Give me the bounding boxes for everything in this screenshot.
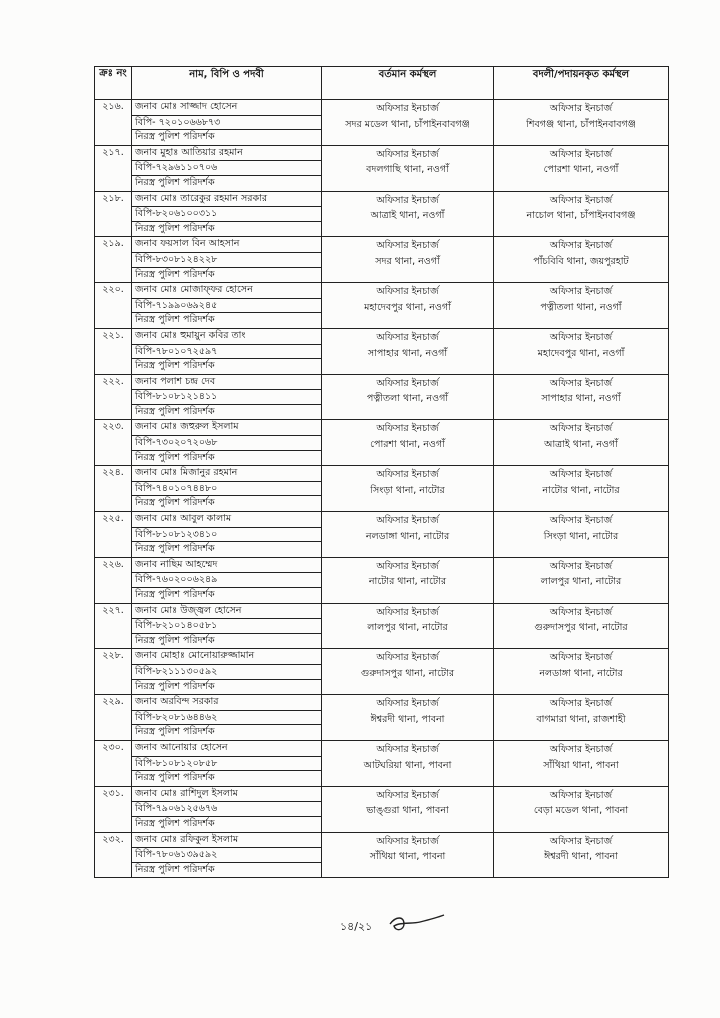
current-station: ঈশ্বরদী থানা, পাবনা xyxy=(370,713,445,725)
officer-rank: নিরস্ত্র পুলিশ পরিদর্শক xyxy=(135,589,215,600)
table-row xyxy=(95,786,669,832)
serial-cell: ২২২. xyxy=(95,374,132,420)
transfer-station: সাপাহার থানা, নওগাঁ xyxy=(541,393,621,405)
transfer-post-cell xyxy=(494,374,669,420)
transfer-station: ঈশ্বরদী থানা, পাবনা xyxy=(544,851,618,863)
serial-cell: ২৩২. xyxy=(95,832,132,878)
current-designation: অফিসার ইনচার্জ xyxy=(376,652,439,664)
officer-name: জনাব মোঃ মোজাফ্ফর হোসেন xyxy=(135,284,253,296)
officer-rank: নিরস্ত্র পুলিশ পরিদর্শক xyxy=(135,131,215,143)
current-designation: অফিসার ইনচার্জ xyxy=(376,423,439,435)
transfer-table xyxy=(94,66,669,878)
officer-bp-number: বিপি-৭৬০২০০৬২৪৯ xyxy=(132,572,321,588)
transfer-designation: অফিসার ইনচার্জ xyxy=(549,515,613,527)
transfer-post-cell xyxy=(494,100,669,146)
officer-cell xyxy=(132,145,322,191)
current-post-cell xyxy=(322,603,494,649)
officer-name: জনাব মোঃ হুমায়ুন কবির তাং xyxy=(135,329,246,341)
transfer-station: লালপুর থানা, নাটোর xyxy=(540,576,622,588)
serial-cell: ২১৭. xyxy=(95,145,132,191)
current-designation: অফিসার ইনচার্জ xyxy=(376,148,439,160)
serial-cell: ২২৪. xyxy=(95,466,132,512)
table-header-row xyxy=(95,67,669,100)
table-row xyxy=(95,512,669,558)
current-post-cell xyxy=(322,740,494,786)
officer-rank: নিরস্ত্র পুলিশ পরিদর্শক xyxy=(135,817,215,829)
transfer-station: সিংড়া থানা, নাটোর xyxy=(543,530,619,542)
officer-cell xyxy=(132,191,322,237)
officer-bp-number: বিপি-৮২০৬১০০৩১১ xyxy=(132,206,321,222)
table-row xyxy=(95,557,669,603)
officer-name: জনাব নাছিম আহম্মেদ xyxy=(135,558,218,570)
current-station: মহাদেবপুর থানা, নওগাঁ xyxy=(364,301,451,313)
officer-name: জনাব আনোয়ার হোসেন xyxy=(135,741,228,753)
officer-bp-number: বিপি-৭৮০৬১৩৯৫৯২ xyxy=(132,847,321,863)
transfer-station: নাটোর থানা, নাটোর xyxy=(542,484,620,496)
current-designation: অফিসার ইনচার্জ xyxy=(376,240,439,252)
current-designation: অফিসার ইনচার্জ xyxy=(376,286,439,298)
current-designation: অফিসার ইনচার্জ xyxy=(376,194,439,206)
current-station: নাটোর থানা, নাটোর xyxy=(368,576,447,588)
current-post-cell xyxy=(322,283,494,329)
officer-cell xyxy=(132,237,322,283)
officer-cell xyxy=(132,557,322,603)
current-designation: অফিসার ইনচার্জ xyxy=(376,469,439,481)
serial-cell: ২২৮. xyxy=(95,649,132,695)
officer-cell xyxy=(132,603,322,649)
officer-name: জনাব পলাশ চন্দ্র দেব xyxy=(135,375,216,387)
transfer-designation: অফিসার ইনচার্জ xyxy=(549,469,613,481)
current-station: গুরুদাসপুর থানা, নাটোর xyxy=(360,667,455,679)
current-post-cell xyxy=(322,420,494,466)
officer-cell xyxy=(132,740,322,786)
transfer-post-cell xyxy=(494,512,669,558)
officer-name: জনাব মোঃ রাশিদুল ইসলাম xyxy=(135,787,238,799)
officer-name: জনাব ফয়সাল বিন আহসান xyxy=(135,238,240,250)
transfer-post-cell xyxy=(494,466,669,512)
officer-rank: নিরস্ত্র পুলিশ পরিদর্শক xyxy=(135,726,215,738)
officer-cell xyxy=(132,100,322,146)
officer-name: জনাব মোঃ জহুরুল ইসলাম xyxy=(135,421,239,433)
table-row xyxy=(95,649,669,695)
table-row xyxy=(95,832,669,878)
table-row xyxy=(95,283,669,329)
serial-cell: ২২৯. xyxy=(95,695,132,741)
officer-bp-number: বিপি-৭৩০২০৭২০৬৮ xyxy=(132,435,321,451)
current-post-cell xyxy=(322,695,494,741)
table-row xyxy=(95,145,669,191)
transfer-station: বাগমারা থানা, রাজশাহী xyxy=(536,713,626,725)
current-post-cell xyxy=(322,557,494,603)
current-post-cell xyxy=(322,786,494,832)
table-row xyxy=(95,374,669,420)
current-post-cell xyxy=(322,512,494,558)
transfer-designation: অফিসার ইনচার্জ xyxy=(549,698,613,710)
transfer-station: সাঁথিয়া থানা, পাবনা xyxy=(543,759,619,771)
serial-cell: ২২৭. xyxy=(95,603,132,649)
transfer-post-cell xyxy=(494,786,669,832)
table-row xyxy=(95,100,669,146)
current-station: লালপুর থানা, নাটোর xyxy=(367,622,448,634)
transfer-designation: অফিসার ইনচার্জ xyxy=(549,789,613,801)
transfer-station: নলডাঙ্গা থানা, নাটোর xyxy=(539,667,623,679)
officer-name: জনাব মোঃ উজ্জ্বল হোসেন xyxy=(135,604,242,616)
serial-cell: ২২৫. xyxy=(95,512,132,558)
serial-header: ক্রঃ নং xyxy=(95,67,132,100)
transfer-designation: অফিসার ইনচার্জ xyxy=(549,652,613,664)
transfer-station: পোরশা থানা, নওগাঁ xyxy=(543,164,619,176)
table-row xyxy=(95,695,669,741)
current-post-cell xyxy=(322,649,494,695)
transfer-post-cell xyxy=(494,557,669,603)
officer-bp-number: বিপি-৮১০৮১২৩৪১০ xyxy=(132,527,321,543)
page-footer xyxy=(0,914,720,938)
officer-bp-number: বিপি-৭২৯৬১১০৭০৬ xyxy=(132,160,321,176)
current-station: সদর থানা, নওগাঁ xyxy=(375,255,440,267)
current-designation: অফিসার ইনচার্জ xyxy=(376,743,439,755)
serial-cell: ২১৮. xyxy=(95,191,132,237)
transfer-post-cell xyxy=(494,328,669,374)
transfer-post-cell xyxy=(494,420,669,466)
officer-rank: নিরস্ত্র পুলিশ পরিদর্শক xyxy=(135,451,215,463)
current-post-cell xyxy=(322,832,494,878)
current-designation: অফিসার ইনচার্জ xyxy=(376,560,439,572)
officer-bp-number: বিপি-৭৮০১০৭২৫৯৭ xyxy=(132,344,321,360)
officer-cell xyxy=(132,832,322,878)
current-post-cell xyxy=(322,374,494,420)
table-row xyxy=(95,420,669,466)
officer-rank: নিরস্ত্র পুলিশ পরিদর্শক xyxy=(135,222,215,234)
transfer-post-cell xyxy=(494,283,669,329)
officer-bp-number: বিপি-৮১০৮১২১৪১১ xyxy=(132,389,321,405)
officer-bp-number: বিপি-৭১৯৯০৬৯২৪৫ xyxy=(132,298,321,314)
serial-cell: ২১৯. xyxy=(95,237,132,283)
serial-cell: ২৩১. xyxy=(95,786,132,832)
current-designation: অফিসার ইনচার্জ xyxy=(376,789,439,801)
table-row xyxy=(95,328,669,374)
serial-cell: ২২০. xyxy=(95,283,132,329)
transfer-designation: অফিসার ইনচার্জ xyxy=(549,743,613,755)
current-designation: অফিসার ইনচার্জ xyxy=(376,331,439,343)
serial-cell: ২২১. xyxy=(95,328,132,374)
page-number: ১৪/২১ xyxy=(340,920,373,933)
current-designation: অফিসার ইনচার্জ xyxy=(376,515,439,527)
officer-name: জনাব মোঃ সাজ্জাদ হোসেন xyxy=(135,101,238,112)
officer-rank: নিরস্ত্র পুলিশ পরিদর্শক xyxy=(135,314,215,326)
transfer-station: মহাদেবপুর থানা, নওগাঁ xyxy=(537,347,625,359)
officer-name: জনাব অরবিন্দ সরকার xyxy=(135,696,219,708)
transfer-designation: অফিসার ইনচার্জ xyxy=(549,331,613,343)
officer-name: জনাব মোঃ মিজানুর রহমান xyxy=(135,467,238,479)
transfer-designation: অফিসার ইনচার্জ xyxy=(549,560,613,572)
transfer-station: আত্রাই থানা, নওগাঁ xyxy=(544,439,618,451)
officer-bp-number: বিপি-৭৪০১০৭৪৪৮০ xyxy=(132,481,321,497)
officer-cell xyxy=(132,420,322,466)
current-station: সিংড়া থানা, নাটোর xyxy=(370,484,445,496)
officer-cell xyxy=(132,283,322,329)
officer-bp-number: বিপি-৮২০৮১৬৪৪৬২ xyxy=(132,710,321,726)
current-post-cell xyxy=(322,237,494,283)
current-station: সাপাহার থানা, নওগাঁ xyxy=(367,347,448,359)
transfer-designation: অফিসার ইনচার্জ xyxy=(549,423,613,435)
officer-rank: নিরস্ত্র পুলিশ পরিদর্শক xyxy=(135,772,215,784)
serial-cell: ২১৬. xyxy=(95,100,132,146)
transfer-station: শিবগঞ্জ থানা, চাঁপাইনবাবগঞ্জ xyxy=(526,118,636,130)
current-post-cell xyxy=(322,100,494,146)
transfer-post-cell xyxy=(494,832,669,878)
transfer-designation: অফিসার ইনচার্জ xyxy=(549,286,613,298)
officer-cell xyxy=(132,374,322,420)
current-station: বদলগাছি থানা, নওগাঁ xyxy=(366,164,449,176)
current-designation: অফিসার ইনচার্জ xyxy=(376,698,439,710)
current-station: সাঁথিয়া থানা, পাবনা xyxy=(369,851,446,863)
transfer-station: বেড়া মডেল থানা, পাবনা xyxy=(533,805,629,817)
transfer-designation: অফিসার ইনচার্জ xyxy=(549,377,613,389)
officer-bp-number: বিপি-৮২১০১৪০৫৮১ xyxy=(132,618,321,634)
officer-name: জনাব মোঃ রফিকুল ইসলাম xyxy=(135,833,239,845)
officer-name: জনাব মুহাঃ আতিয়ার রহমান xyxy=(135,146,243,158)
officer-rank: নিরস্ত্র পুলিশ পরিদর্শক xyxy=(135,863,215,875)
current-designation: অফিসার ইনচার্জ xyxy=(376,835,439,847)
transfer-designation: অফিসার ইনচার্জ xyxy=(549,194,613,206)
current-designation: অফিসার ইনচার্জ xyxy=(376,606,439,618)
current-station: আটঘরিয়া থানা, পাবনা xyxy=(363,759,452,771)
transfer-station: পাঁচবিবি থানা, জয়পুরহাট xyxy=(533,255,629,267)
transfer-post-cell xyxy=(494,649,669,695)
officer-rank: নিরস্ত্র পুলিশ পরিদর্শক xyxy=(135,176,215,188)
current-post-header: বর্তমান কর্মস্থল xyxy=(322,67,494,100)
current-designation: অফিসার ইনচার্জ xyxy=(376,377,439,389)
officer-bp-number: বিপি- ৭২০১০৬৬৮৭৩ xyxy=(132,115,321,131)
transfer-station: নাচোল থানা, চাঁপাইনবাবগঞ্জ xyxy=(526,210,636,222)
officer-bp-number: বিপি-৭৯০৬১২৫৬৭৬ xyxy=(132,801,321,817)
officer-bp-number: বিপি-৮২১১১৩০৫৯২ xyxy=(132,664,321,680)
current-station: নলডাঙ্গা থানা, নাটোর xyxy=(365,530,450,542)
officer-cell xyxy=(132,512,322,558)
officer-bp-number: বিপি-৮১০৮১২০৮৫৮ xyxy=(132,756,321,772)
officer-cell xyxy=(132,466,322,512)
officer-cell xyxy=(132,649,322,695)
transfer-post-cell xyxy=(494,740,669,786)
officer-rank: নিরস্ত্র পুলিশ পরিদর্শক xyxy=(135,680,215,692)
table-body xyxy=(95,100,669,878)
officer-cell xyxy=(132,328,322,374)
current-station: পোরশা থানা, নওগাঁ xyxy=(370,439,445,451)
current-post-cell xyxy=(322,145,494,191)
current-designation: অফিসার ইনচার্জ xyxy=(376,103,439,114)
signature-icon xyxy=(386,912,446,936)
officer-cell xyxy=(132,695,322,741)
officer-name: জনাব মোঃ তারেকুর রহমান সরকার xyxy=(135,192,268,204)
table-row xyxy=(95,603,669,649)
table-row xyxy=(95,466,669,512)
officer-bp-number: বিপি-৮৩০৮১২৪২২৮ xyxy=(132,252,321,268)
name-header: নাম, বিপি ও পদবী xyxy=(132,67,322,100)
current-station: সদর মডেল থানা, চাঁপাইনবাবগঞ্জ xyxy=(345,118,470,130)
current-post-cell xyxy=(322,466,494,512)
transfer-post-cell xyxy=(494,191,669,237)
table-row xyxy=(95,740,669,786)
transfer-post-cell xyxy=(494,695,669,741)
transfer-designation: অফিসার ইনচার্জ xyxy=(549,835,613,847)
officer-rank: নিরস্ত্র পুলিশ পরিদর্শক xyxy=(135,405,215,417)
transfer-post-cell xyxy=(494,145,669,191)
current-post-cell xyxy=(322,191,494,237)
transfer-post-cell xyxy=(494,603,669,649)
transfer-designation: অফিসার ইনচার্জ xyxy=(549,103,613,114)
serial-cell: ২২৩. xyxy=(95,420,132,466)
transfer-station: পত্নীতলা থানা, নওগাঁ xyxy=(540,301,622,313)
current-station: ভাঙ্গুরা থানা, পাবনা xyxy=(366,805,449,817)
officer-name: জনাব মোহাঃ মোনোয়ারুজ্জামান xyxy=(135,650,255,662)
officer-rank: নিরস্ত্র পুলিশ পরিদর্শক xyxy=(135,360,215,372)
table-row xyxy=(95,191,669,237)
transfer-designation: অফিসার ইনচার্জ xyxy=(549,240,613,252)
table-row xyxy=(95,237,669,283)
current-station: পত্নীতলা থানা, নওগাঁ xyxy=(366,393,449,405)
transfer-station: গুরুদাসপুর থানা, নাটোর xyxy=(534,622,628,634)
current-station: আত্রাই থানা, নওগাঁ xyxy=(370,210,445,222)
serial-cell: ২২৬. xyxy=(95,557,132,603)
officer-name: জনাব মোঃ আবুল কালাম xyxy=(135,513,232,525)
serial-cell: ২৩০. xyxy=(95,740,132,786)
officer-cell xyxy=(132,786,322,832)
transfer-post-cell xyxy=(494,237,669,283)
officer-rank: নিরস্ত্র পুলিশ পরিদর্শক xyxy=(135,497,215,509)
officer-rank: নিরস্ত্র পুলিশ পরিদর্শক xyxy=(135,543,215,555)
transfer-designation: অফিসার ইনচার্জ xyxy=(549,148,613,160)
current-post-cell xyxy=(322,328,494,374)
transfer-post-header: বদলী/পদায়নকৃত কর্মস্থল xyxy=(494,67,669,100)
officer-rank: নিরস্ত্র পুলিশ পরিদর্শক xyxy=(135,634,215,646)
transfer-designation: অফিসার ইনচার্জ xyxy=(549,606,613,618)
officer-rank: নিরস্ত্র পুলিশ পরিদর্শক xyxy=(135,268,215,280)
